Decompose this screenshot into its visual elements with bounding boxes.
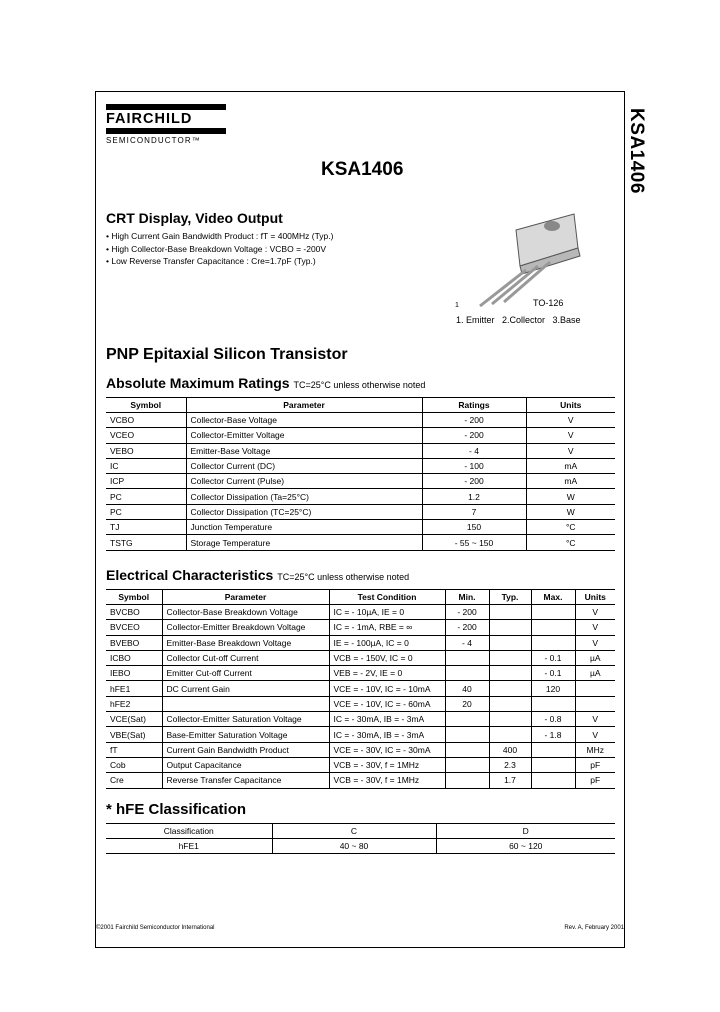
- table-cell: [489, 620, 531, 635]
- pin-assignment: 1. Emitter 2.Collector 3.Base: [456, 315, 581, 325]
- table-row: [106, 489, 615, 504]
- table-cell: V: [526, 443, 615, 458]
- feature-item: • Low Reverse Transfer Capacitance : Cre=1.7pF (Typ.): [106, 255, 333, 268]
- table-cell: [489, 727, 531, 742]
- table-cell: µA: [575, 666, 615, 681]
- table-cell: IEBO: [106, 666, 162, 681]
- table-cell: Output Capacitance: [162, 757, 329, 772]
- revision-footer: Rev. A, February 2001: [564, 925, 624, 931]
- table-cell: - 200: [422, 474, 526, 489]
- table-cell: °C: [526, 535, 615, 550]
- table-row: [106, 458, 615, 473]
- table-cell: Collector-Base Voltage: [186, 413, 422, 428]
- package-name: TO-126: [533, 298, 564, 308]
- table-cell: hFE1: [106, 681, 162, 696]
- table-cell: VCB = - 30V, f = 1MHz: [329, 757, 445, 772]
- table-cell: mA: [526, 474, 615, 489]
- table-cell: [445, 773, 489, 788]
- table-cell: IC = - 30mA, IB = - 3mA: [329, 712, 445, 727]
- table-cell: V: [575, 712, 615, 727]
- table-cell: - 200: [422, 428, 526, 443]
- table-cell: - 4: [422, 443, 526, 458]
- table-cell: Collector-Emitter Voltage: [186, 428, 422, 443]
- hfe-classification-heading: * hFE Classification: [106, 801, 247, 818]
- table-cell: [531, 696, 575, 711]
- table-row: [106, 696, 615, 711]
- table-cell: VCE(Sat): [106, 712, 162, 727]
- table-cell: [575, 681, 615, 696]
- table-row: [106, 742, 615, 757]
- table-cell: IC = - 10µA, IE = 0: [329, 605, 445, 620]
- table-cell: [489, 681, 531, 696]
- table-cell: Collector-Emitter Breakdown Voltage: [162, 620, 329, 635]
- table-cell: [489, 712, 531, 727]
- elec-char-heading: Electrical Characteristics TC=25°C unless otherwise noted: [106, 567, 410, 583]
- table-cell: Collector Cut-off Current: [162, 650, 329, 665]
- table-cell: VEBO: [106, 443, 186, 458]
- table-row: [106, 474, 615, 489]
- table-row: [106, 773, 615, 788]
- table-cell: TSTG: [106, 535, 186, 550]
- table-cell: V: [575, 635, 615, 650]
- table-cell: VCE = - 30V, IC = - 30mA: [329, 742, 445, 757]
- table-row: [106, 428, 615, 443]
- table-row: [106, 413, 615, 428]
- table-header-row: Symbol Parameter Ratings Units: [106, 398, 615, 413]
- abs-max-table: [106, 397, 615, 551]
- table-cell: V: [575, 605, 615, 620]
- part-number: KSA1406: [321, 159, 404, 180]
- table-cell: IC = - 30mA, IB = - 3mA: [329, 727, 445, 742]
- table-cell: - 100: [422, 458, 526, 473]
- table-row: [106, 712, 615, 727]
- table-cell: - 0.1: [531, 650, 575, 665]
- table-row: [106, 504, 615, 519]
- table-cell: VCB = - 30V, f = 1MHz: [329, 773, 445, 788]
- table-cell: [489, 605, 531, 620]
- table-cell: [445, 727, 489, 742]
- feature-item: • High Collector-Base Breakdown Voltage : VCBO = -200V: [106, 243, 333, 256]
- table-cell: - 4: [445, 635, 489, 650]
- table-cell: [445, 666, 489, 681]
- table-cell: V: [526, 413, 615, 428]
- pin1-marker: 1: [455, 302, 459, 309]
- table-row: [106, 520, 615, 535]
- table-cell: 400: [489, 742, 531, 757]
- table-cell: ICBO: [106, 650, 162, 665]
- table-row: [106, 757, 615, 772]
- table-cell: VEB = - 2V, IE = 0: [329, 666, 445, 681]
- table-cell: VCBO: [106, 413, 186, 428]
- table-cell: PC: [106, 489, 186, 504]
- table-row: [106, 605, 615, 620]
- table-cell: [445, 712, 489, 727]
- table-cell: pF: [575, 773, 615, 788]
- table-cell: pF: [575, 757, 615, 772]
- table-cell: BVCBO: [106, 605, 162, 620]
- table-cell: - 1.8: [531, 727, 575, 742]
- table-header-row: Symbol Parameter Test Condition Min. Typ. Max. Units: [106, 590, 615, 605]
- table-cell: VCE = - 10V, IC = - 10mA: [329, 681, 445, 696]
- table-cell: Collector-Emitter Saturation Voltage: [162, 712, 329, 727]
- table-cell: Collector-Base Breakdown Voltage: [162, 605, 329, 620]
- table-cell: Cre: [106, 773, 162, 788]
- table-cell: - 200: [422, 413, 526, 428]
- table-header-row: Classification C D: [106, 824, 615, 839]
- table-cell: [489, 650, 531, 665]
- table-cell: °C: [526, 520, 615, 535]
- table-cell: 150: [422, 520, 526, 535]
- table-cell: [531, 742, 575, 757]
- table-cell: Collector Dissipation (TC=25°C): [186, 504, 422, 519]
- table-cell: [575, 696, 615, 711]
- to126-package-drawing: [450, 208, 610, 332]
- table-cell: MHz: [575, 742, 615, 757]
- feature-list: [106, 230, 333, 268]
- table-cell: Collector Current (DC): [186, 458, 422, 473]
- table-cell: BVCEO: [106, 620, 162, 635]
- table-cell: IE = - 100µA, IC = 0: [329, 635, 445, 650]
- table-row: [106, 650, 615, 665]
- table-cell: W: [526, 504, 615, 519]
- fairchild-logo: FAIRCHILD SEMICONDUCTOR™: [106, 104, 226, 146]
- table-row: [106, 681, 615, 696]
- table-cell: µA: [575, 650, 615, 665]
- table-row: [106, 620, 615, 635]
- table-row: [106, 443, 615, 458]
- table-cell: Collector Current (Pulse): [186, 474, 422, 489]
- table-cell: ICP: [106, 474, 186, 489]
- table-cell: 7: [422, 504, 526, 519]
- table-cell: Emitter Cut-off Current: [162, 666, 329, 681]
- table-cell: PC: [106, 504, 186, 519]
- table-cell: 2.3: [489, 757, 531, 772]
- table-cell: 40: [445, 681, 489, 696]
- table-cell: mA: [526, 458, 615, 473]
- table-cell: fT: [106, 742, 162, 757]
- table-cell: Storage Temperature: [186, 535, 422, 550]
- table-row: [106, 635, 615, 650]
- table-cell: [531, 605, 575, 620]
- hfe-classification-table: [106, 823, 615, 854]
- table-cell: 1.2: [422, 489, 526, 504]
- feature-item: • High Current Gain Bandwidth Product : fT = 400MHz (Typ.): [106, 230, 333, 243]
- table-row: [106, 727, 615, 742]
- table-cell: Emitter-Base Voltage: [186, 443, 422, 458]
- table-cell: - 0.1: [531, 666, 575, 681]
- table-cell: VCB = - 150V, IC = 0: [329, 650, 445, 665]
- table-cell: Reverse Transfer Capacitance: [162, 773, 329, 788]
- device-type-heading: PNP Epitaxial Silicon Transistor: [106, 346, 348, 363]
- table-cell: - 0.8: [531, 712, 575, 727]
- table-cell: V: [575, 620, 615, 635]
- table-cell: hFE2: [106, 696, 162, 711]
- table-row: [106, 535, 615, 550]
- application-heading: CRT Display, Video Output: [106, 210, 283, 226]
- table-cell: 120: [531, 681, 575, 696]
- table-cell: - 200: [445, 605, 489, 620]
- table-row: [106, 666, 615, 681]
- table-cell: Cob: [106, 757, 162, 772]
- table-cell: Base-Emitter Saturation Voltage: [162, 727, 329, 742]
- table-cell: VCEO: [106, 428, 186, 443]
- table-cell: - 55 ~ 150: [422, 535, 526, 550]
- table-cell: Current Gain Bandwidth Product: [162, 742, 329, 757]
- table-cell: DC Current Gain: [162, 681, 329, 696]
- table-cell: V: [575, 727, 615, 742]
- table-cell: 20: [445, 696, 489, 711]
- table-cell: 1.7: [489, 773, 531, 788]
- table-cell: [445, 650, 489, 665]
- table-cell: W: [526, 489, 615, 504]
- table-cell: TJ: [106, 520, 186, 535]
- table-cell: BVEBO: [106, 635, 162, 650]
- table-cell: V: [526, 428, 615, 443]
- table-cell: IC: [106, 458, 186, 473]
- table-cell: [489, 635, 531, 650]
- table-cell: [162, 696, 329, 711]
- table-cell: [489, 696, 531, 711]
- table-cell: Emitter-Base Breakdown Voltage: [162, 635, 329, 650]
- table-cell: [489, 666, 531, 681]
- abs-max-heading: Absolute Maximum Ratings TC=25°C unless otherwise noted: [106, 375, 426, 391]
- table-cell: VCE = - 10V, IC = - 60mA: [329, 696, 445, 711]
- table-cell: IC = - 1mA, RBE = ∞: [329, 620, 445, 635]
- table-cell: [531, 757, 575, 772]
- table-cell: Junction Temperature: [186, 520, 422, 535]
- elec-char-table: [106, 589, 615, 789]
- copyright-footer: ©2001 Fairchild Semiconductor International: [96, 925, 215, 931]
- table-cell: [445, 757, 489, 772]
- table-cell: [445, 742, 489, 757]
- side-part-title: KSA1406: [626, 108, 647, 194]
- table-cell: Collector Dissipation (Ta=25°C): [186, 489, 422, 504]
- table-cell: [531, 773, 575, 788]
- table-cell: VBE(Sat): [106, 727, 162, 742]
- table-row: hFE1 40 ~ 80 60 ~ 120: [106, 839, 615, 854]
- table-cell: [531, 620, 575, 635]
- table-cell: [531, 635, 575, 650]
- table-cell: - 200: [445, 620, 489, 635]
